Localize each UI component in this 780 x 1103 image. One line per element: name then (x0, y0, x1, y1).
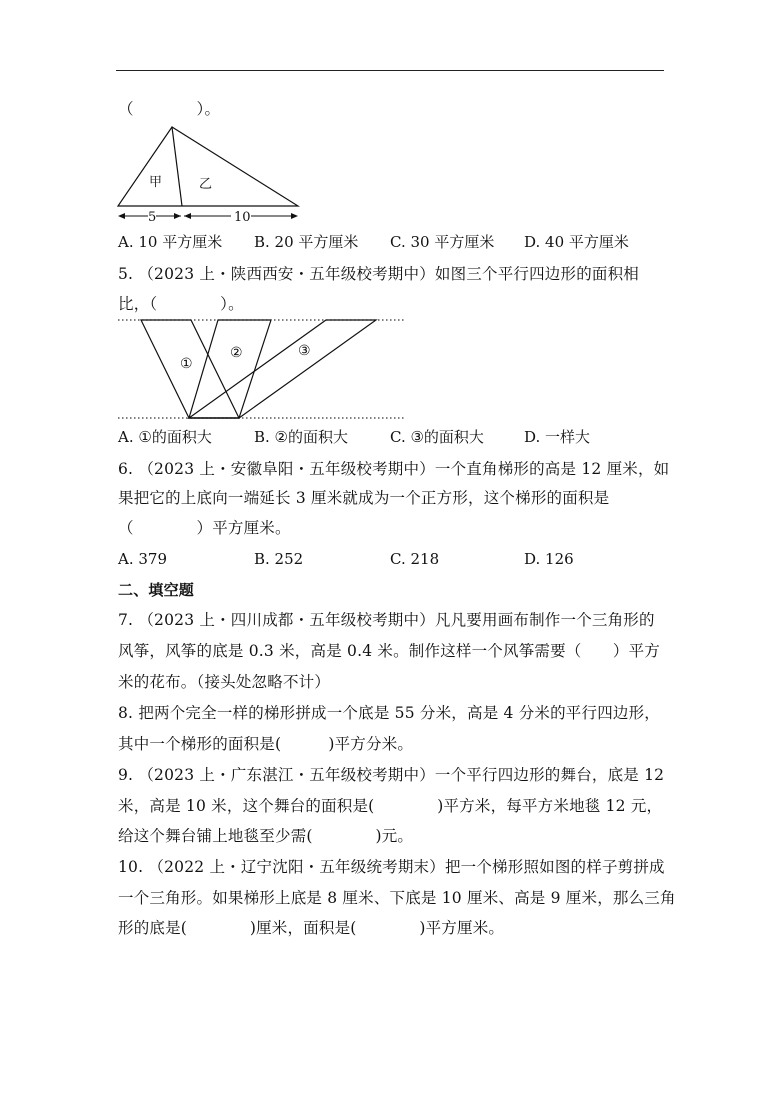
q4-option-a[interactable]: A. 10 平方厘米 (118, 233, 223, 251)
q6-line-2: 果把它的上底向一端延长 3 厘米就成为一个正方形，这个梯形的面积是 (118, 489, 610, 507)
arrow-left-end (174, 213, 181, 219)
q6-options (118, 549, 678, 569)
q5-options (118, 427, 678, 447)
q5-option-c[interactable]: C. ③的面积大 (390, 428, 484, 446)
label-circle-2: ② (230, 345, 243, 361)
q5-option-b[interactable]: B. ②的面积大 (254, 428, 349, 446)
q6-line-3: （ ）平方厘米。 (118, 519, 291, 537)
q6-option-b[interactable]: B. 252 (254, 550, 304, 568)
arrow-right-start (184, 213, 191, 219)
triangle-outline (118, 127, 298, 206)
q10-line-3: 形的底是( )厘米，面积是( )平方厘米。 (118, 919, 505, 937)
q4-option-c[interactable]: C. 30 平方厘米 (390, 233, 495, 251)
q6-line-1: 6. （2023 上・安徽阜阳・五年级校考期中）一个直角梯形的高是 12 厘米，如 (118, 460, 670, 478)
label-jia: 甲 (149, 175, 163, 190)
q5-line-2: 比，（ ）。 (118, 295, 244, 313)
q5-parallelograms-figure (112, 312, 412, 424)
q4-option-d[interactable]: D. 40 平方厘米 (524, 233, 629, 251)
label-yi: 乙 (199, 177, 213, 192)
q5-option-d[interactable]: D. 一样大 (524, 428, 591, 446)
q6-option-c[interactable]: C. 218 (390, 550, 440, 568)
q4-triangle-figure (110, 120, 310, 226)
q6-option-a[interactable]: A. 379 (118, 550, 167, 568)
q7-line-3: 米的花布。（接头处忽略不计） (118, 673, 331, 691)
label-circle-1: ① (180, 356, 193, 372)
label-circle-3: ③ (298, 343, 311, 359)
q5-line-1: 5. （2023 上・陕西西安・五年级校考期中）如图三个平行四边形的面积相 (118, 265, 639, 283)
q4-option-b[interactable]: B. 20 平方厘米 (254, 233, 359, 251)
q10-line-2: 一个三角形。如果梯形上底是 8 厘米、下底是 10 厘米、高是 9 厘米，那么三角 (118, 889, 676, 907)
parallelogram-3 (189, 320, 376, 418)
q5-option-a[interactable]: A. ①的面积大 (118, 428, 212, 446)
q4-options (118, 232, 678, 252)
q9-line-3: 给这个舞台铺上地毯至少需( )元。 (118, 827, 414, 845)
q9-line-2: 米，高是 10 米，这个舞台的面积是( )平方米，每平方米地毯 12 元， (118, 797, 663, 815)
dim-right-label: 10 (234, 210, 251, 225)
triangle-divider (172, 127, 182, 206)
dim-left-label: 5 (148, 210, 157, 225)
q8-line-1: 8. 把两个完全一样的梯形拼成一个底是 55 分米，高是 4 分米的平行四边形， (118, 704, 661, 722)
q6-option-d[interactable]: D. 126 (524, 550, 574, 568)
q10-line-1: 10. （2022 上・辽宁沈阳・五年级统考期末）把一个梯形照如图的样子剪拼成 (118, 858, 665, 876)
q9-line-1: 9. （2023 上・广东湛江・五年级校考期中）一个平行四边形的舞台，底是 12 (118, 766, 665, 784)
header-rule (116, 70, 664, 71)
q4-stem-tail: （ ）。 (118, 100, 221, 118)
q8-line-2: 其中一个梯形的面积是( )平方分米。 (118, 735, 414, 753)
section-title-fill-blank: 二、填空题 (118, 581, 195, 599)
arrow-left-start (118, 213, 125, 219)
q7-line-1: 7. （2023 上・四川成都・五年级校考期中）凡凡要用画布制作一个三角形的 (118, 611, 655, 629)
q7-line-2: 风筝，风筝的底是 0.3 米，高是 0.4 米。制作这样一个风筝需要（ ）平方 (118, 642, 661, 660)
arrow-right-end (291, 213, 298, 219)
